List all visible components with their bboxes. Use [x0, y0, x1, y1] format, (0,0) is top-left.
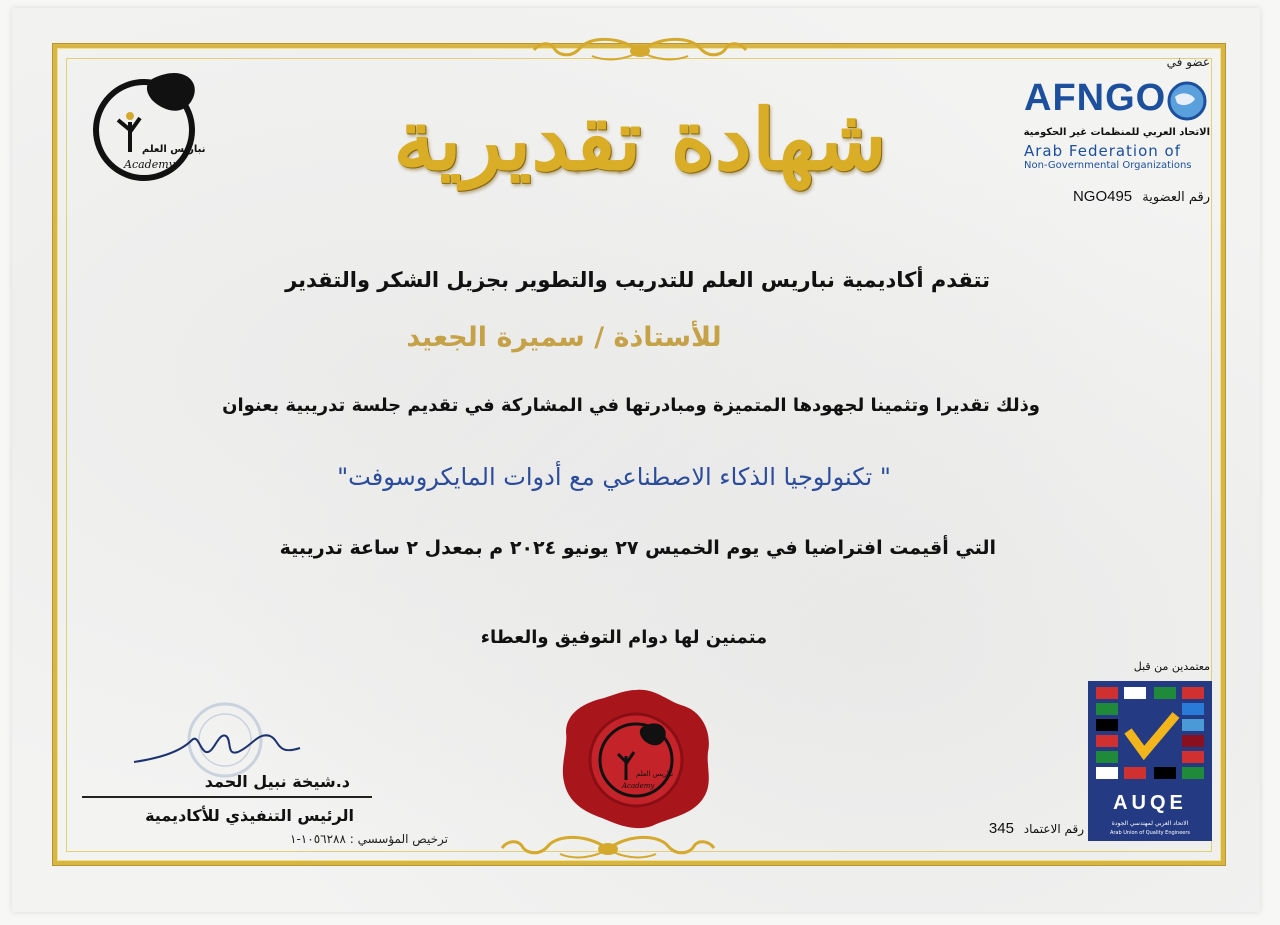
member-of-label: عضو في: [1166, 55, 1210, 69]
intro-line: تتقدم أكاديمية نباريس العلم للتدريب والتطوير بجزيل الشكر والتقدير: [285, 268, 990, 292]
academy-logo: [84, 60, 208, 190]
membership-code: NGO495: [1072, 188, 1133, 205]
svg-text:Academy: Academy: [124, 158, 175, 171]
recipient-name: للأستاذة / سميرة الجعيد: [406, 322, 722, 353]
svg-text:نباريس العلم: نباريس العلم: [142, 144, 206, 155]
afngo-membership-block: [1010, 55, 1220, 210]
svg-text:Academy: Academy: [622, 782, 655, 790]
accredited-by-label: معتمدين من قبل: [1133, 660, 1210, 673]
top-flourish-ornament: [520, 34, 760, 68]
accreditation-number: [989, 820, 1084, 837]
handwritten-signature: [130, 722, 310, 772]
certificate-title: شهادة تقديرية: [393, 90, 887, 189]
closing-wish: متمنين لها دوام التوفيق والعطاء: [480, 627, 768, 648]
session-date-line: التي أقيمت افتراضيا في يوم الخميس ٢٧ يونيو ٢٠٢٤ م بمعدل ٢ ساعة تدريبية: [279, 537, 996, 559]
auqe-accreditation-logo: [1088, 681, 1212, 841]
svg-text:الاتحاد العربي لمهندسي الجودة: الاتحاد العربي لمهندسي الجودة: [1111, 820, 1189, 827]
accreditation-value: 345: [988, 820, 1014, 837]
afngo-english-name: Arab Federation of: [1024, 142, 1182, 160]
svg-text:Arab Union of Quality Engineer: Arab Union of Quality Engineers: [1109, 830, 1191, 836]
afngo-arabic-name: الاتحاد العربي للمنظمات غير الحكومية: [1023, 127, 1210, 138]
afngo-english-subtitle: Non-Governmental Organizations: [1024, 160, 1192, 171]
svg-text:نباريس العلم: نباريس العلم: [636, 770, 674, 778]
appreciation-line: وذلك تقديرا وتثمينا لجهودها المتميزة ومبادرتها في المشاركة في تقديم جلسة تدريبية بعنوان: [222, 395, 1040, 416]
membership-number: [1073, 188, 1210, 205]
session-title: " تكنولوجيا الذكاء الاصطناعي مع أدوات المايكروسوفت": [337, 463, 891, 491]
bottom-flourish-ornament: [488, 832, 728, 866]
svg-text:AUQE: AUQE: [1113, 792, 1187, 814]
membership-label: رقم العضوية: [1142, 190, 1210, 205]
signatory-name: د.شيخة نبيل الحمد: [204, 772, 350, 791]
afngo-wordmark: AFNGO: [1024, 77, 1167, 119]
accreditation-label: رقم الاعتماد: [1023, 822, 1084, 836]
signature-line: [82, 796, 372, 798]
signatory-title: الرئيس التنفيذي للأكاديمية: [145, 806, 354, 825]
globe-icon: [1165, 79, 1209, 123]
license-number: ترخيص المؤسسي : ١٠٥٦٢٨٨-١: [290, 832, 448, 846]
wax-seal: [556, 684, 716, 832]
